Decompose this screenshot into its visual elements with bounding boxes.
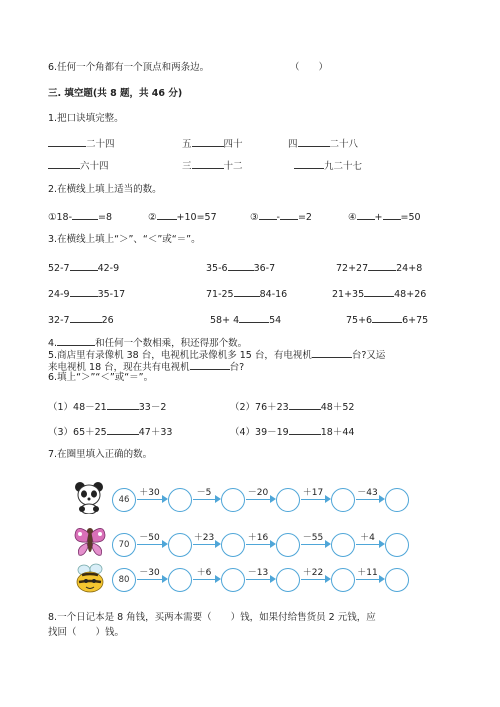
answer-blank[interactable] [157,209,177,220]
arrow-line [246,579,272,580]
operation-label: －50 [139,533,160,543]
answer-circle[interactable] [276,533,300,557]
operation-label: ＋22 [302,568,324,578]
answer-blank[interactable] [228,260,254,271]
answer-blank[interactable] [289,399,321,410]
arrow-line [193,499,217,500]
q1-item: 四 二十八 [288,136,358,151]
q3-item: 72+27 24+8 [336,260,422,275]
answer-blank[interactable] [372,312,402,323]
answer-circle[interactable] [331,568,355,592]
operation-label: －13 [247,568,269,578]
operation-arrow [193,488,221,510]
q1-item: 六十四 [48,158,109,173]
q6-item: （4）39－19 18＋44 [230,424,354,439]
q3-item: 32-7 26 [48,312,114,327]
q2-item: ④ + =50 [348,209,421,224]
q2-item: ② +10=57 [148,209,217,224]
operation-arrow [137,533,168,555]
q3-item: 52-7 42-9 [48,260,119,275]
answer-circle[interactable] [331,488,355,512]
answer-circle[interactable] [168,488,192,512]
q5-question-line2: 来电视机 18 台，现在共有电视机 台? [48,359,244,374]
q6-item: （1）48－21 33－2 [48,399,166,414]
answer-circle[interactable] [221,533,245,557]
answer-blank[interactable] [190,359,230,370]
operation-arrow [301,488,331,510]
q6-title: 6.填上“＞”“＜”或“＝”。 [48,372,154,383]
answer-circle[interactable] [221,568,245,592]
q3-item: 35-6 36-7 [206,260,275,275]
answer-circle[interactable] [385,488,409,512]
arrow-line [356,499,381,500]
bee-icon [72,560,108,594]
number-chain [72,476,412,522]
start-number-circle: 46 [112,488,136,512]
operation-arrow [137,568,168,590]
q2-title: 2.在横线上填上适当的数。 [48,184,162,195]
answer-blank[interactable] [383,209,401,220]
q6-item: （3）65＋25 47＋33 [48,424,172,439]
q1-item: 三 十二 [182,158,243,173]
arrow-line [193,544,217,545]
operation-arrow [193,533,221,555]
arrow-line [301,499,327,500]
arrow-line [137,544,164,545]
arrow-line [246,499,272,500]
answer-circle[interactable] [168,533,192,557]
answer-blank[interactable] [48,136,86,147]
operation-arrow [356,488,385,510]
answer-blank[interactable] [70,260,98,271]
answer-circle[interactable] [331,533,355,557]
operation-label: ＋11 [357,568,378,578]
answer-circle[interactable] [168,568,192,592]
answer-blank[interactable] [239,312,269,323]
operation-label: －20 [247,488,269,498]
operation-arrow [356,533,385,555]
operation-label: ＋17 [302,488,324,498]
q2-item: ③ - =2 [250,209,312,224]
answer-blank[interactable] [357,209,375,220]
answer-blank[interactable] [192,136,224,147]
answer-blank[interactable] [312,347,352,358]
q6-true-false-statement [48,62,209,74]
arrow-line [137,579,164,580]
number-chain [72,556,412,602]
answer-blank[interactable] [294,158,324,169]
operation-label: －55 [302,533,324,543]
operation-label: ＋23 [193,533,215,543]
answer-blank[interactable] [70,286,98,297]
arrow-line [356,544,381,545]
q6-item: （2）76＋23 48＋52 [230,399,354,414]
q2-item: ①18- =8 [48,209,112,224]
operation-arrow [301,568,331,590]
q1-item: 二十四 [48,136,115,151]
operation-arrow [246,488,276,510]
q6-answer-paren[interactable]: （ ） [290,62,329,73]
answer-blank[interactable] [107,399,139,410]
operation-label: －43 [357,488,378,498]
butterfly-icon [72,525,108,559]
q1-item: 五 四十 [182,136,243,151]
q7-title: 7.在圈里填入正确的数。 [48,449,153,460]
q5-question-line1: 5.商店里有录像机 38 台，电视机比录像机多 15 台，有电视机 台?又运 [48,347,385,362]
operation-arrow [356,568,385,590]
answer-blank[interactable] [364,286,394,297]
answer-circle[interactable] [276,488,300,512]
answer-blank[interactable] [107,424,139,435]
arrow-line [246,544,272,545]
answer-circle[interactable] [385,568,409,592]
q4-question: 4. 和任何一个数相乘，积还得那个数。 [48,335,247,350]
operation-label: ＋6 [196,568,212,578]
answer-circle[interactable] [385,533,409,557]
answer-blank[interactable] [57,335,95,346]
arrow-line [137,499,164,500]
q3-item: 71-25 84-16 [206,286,287,301]
operation-arrow [246,568,276,590]
q3-item: 58+ 4 54 [210,312,281,327]
start-number-circle: 80 [112,568,136,592]
answer-blank[interactable] [368,260,396,271]
operation-label: －30 [139,568,160,578]
start-number-circle: 70 [112,533,136,557]
answer-circle[interactable] [276,568,300,592]
operation-arrow [301,533,331,555]
q3-item: 24-9 35-17 [48,286,125,301]
operation-label: ＋4 [360,533,375,543]
operation-label: ＋30 [139,488,160,498]
panda-icon [72,480,108,514]
answer-blank[interactable] [259,209,277,220]
q1-title: 1.把口诀填完整。 [48,113,124,124]
answer-blank[interactable] [70,312,102,323]
q8-question-line1: 8.一个日记本是 8 角钱，买两本需要（ ）钱，如果付给售货员 2 元钱，应 [48,612,376,623]
answer-blank[interactable] [72,209,98,220]
q1-item: 九二十七 [294,158,362,173]
answer-blank[interactable] [289,424,321,435]
section-title: 三. 填空题(共 8 题，共 46 分) [48,88,183,99]
operation-arrow [193,568,221,590]
operation-label: ＋16 [247,533,269,543]
arrow-line [356,579,381,580]
q3-title: 3.在横线上填上“＞”、“＜”或“＝”。 [48,234,201,245]
answer-circle[interactable] [221,488,245,512]
arrow-line [193,579,217,580]
q3-item: 75+6 6+75 [346,312,428,327]
answer-blank[interactable] [298,136,330,147]
answer-blank[interactable] [48,158,80,169]
operation-label: －5 [196,488,212,498]
operation-arrow [246,533,276,555]
arrow-line [301,579,327,580]
answer-blank[interactable] [280,209,298,220]
operation-arrow [137,488,168,510]
arrow-line [301,544,327,545]
q8-question-line2: 找回（ ）钱。 [48,627,125,638]
answer-blank[interactable] [234,286,260,297]
q3-item: 21+35 48+26 [332,286,426,301]
answer-blank[interactable] [192,158,224,169]
q6-text: 6.任何一个角都有一个顶点和两条边。 [48,62,210,73]
